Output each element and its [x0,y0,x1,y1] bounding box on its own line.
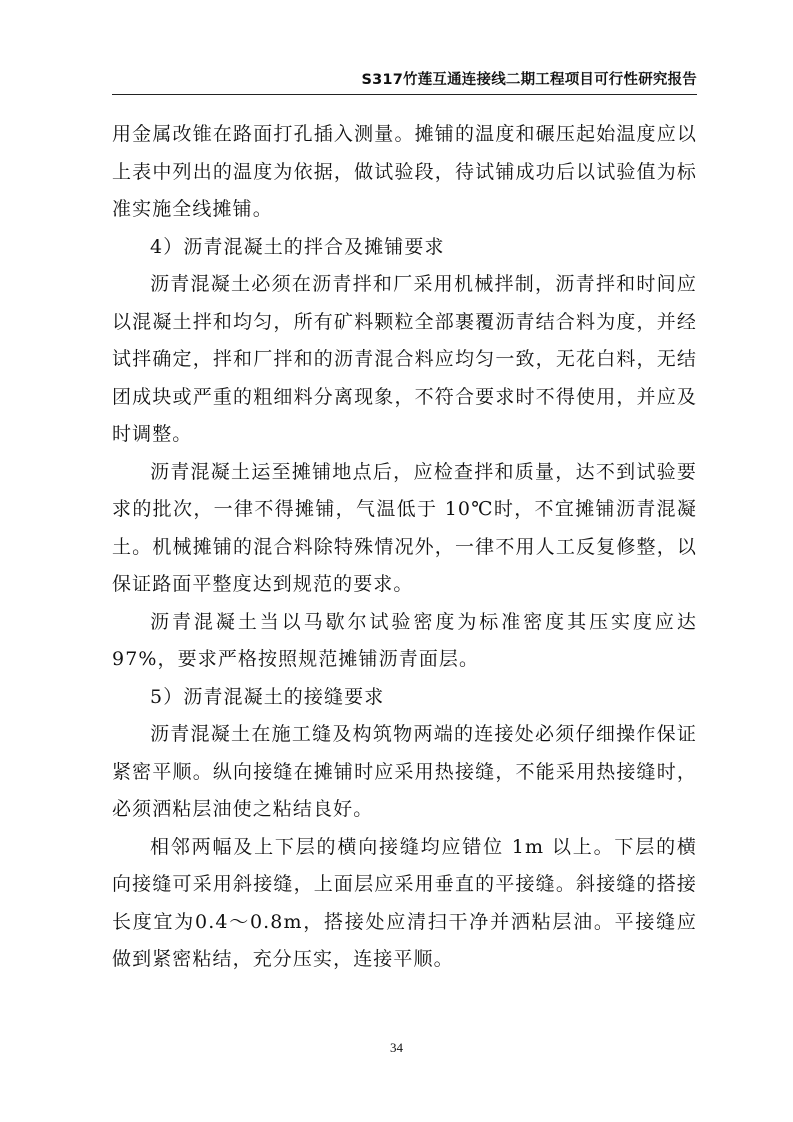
paragraph-longitudinal-joints: 沥青混凝土在施工缝及构筑物两端的连接处必须仔细操作保证紧密平顺。纵向接缝在摊铺时应采用热接缝，不能采用热接缝时，必须洒粘层油使之粘结良好。 [112,723,697,820]
paragraph-paving: 沥青混凝土运至摊铺地点后，应检查拌和质量，达不到试验要求的批次，一律不得摊铺，气温低于 10℃时，不宜摊铺沥青混凝土。机械摊铺的混合料除特殊情况外，一律不用人工反复修整，以保证路面平整度达到规范的要求。 [112,460,697,595]
section-heading-joints: 5）沥青混凝土的接缝要求 [150,685,385,708]
page-footer [0,1040,793,1056]
paragraph-transverse-joints: 相邻两幅及上下层的横向接缝均应错位 1m 以上。下层的横向接缝可采用斜接缝，上面层应采用垂直的平接缝。斜接缝的搭接长度宜为0.4～0.8m，搭接处应清扫干净并洒粘层油。平接缝应做到紧密粘结，充分压实，连接平顺。 [112,835,697,970]
header-title: S317竹莲互通连接线二期工程项目可行性研究报告 [361,72,697,88]
paragraph-continuation: 用金属改锥在路面打孔插入测量。摊铺的温度和碾压起始温度应以上表中列出的温度为依据，做试验段，待试铺成功后以试验值为标准实施全线摊铺。 [112,123,697,220]
document-body [112,116,697,979]
page-number: 34 [390,1040,403,1055]
page-header [112,66,697,95]
section-heading-mixing-paving: 4）沥青混凝土的拌合及摊铺要求 [150,235,445,258]
paragraph-compaction: 沥青混凝土当以马歇尔试验密度为标准密度其压实度应达 97%，要求严格按照规范摊铺沥青面层。 [112,610,697,670]
paragraph-mixing: 沥青混凝土必须在沥青拌和厂采用机械拌制，沥青拌和时间应以混凝土拌和均匀，所有矿料颗粒全部裹覆沥青结合料为度，并经试拌确定，拌和厂拌和的沥青混合料应均匀一致，无花白料，无结团成块或严重的粗细料分离现象，不符合要求时不得使用，并应及时调整。 [112,273,697,445]
